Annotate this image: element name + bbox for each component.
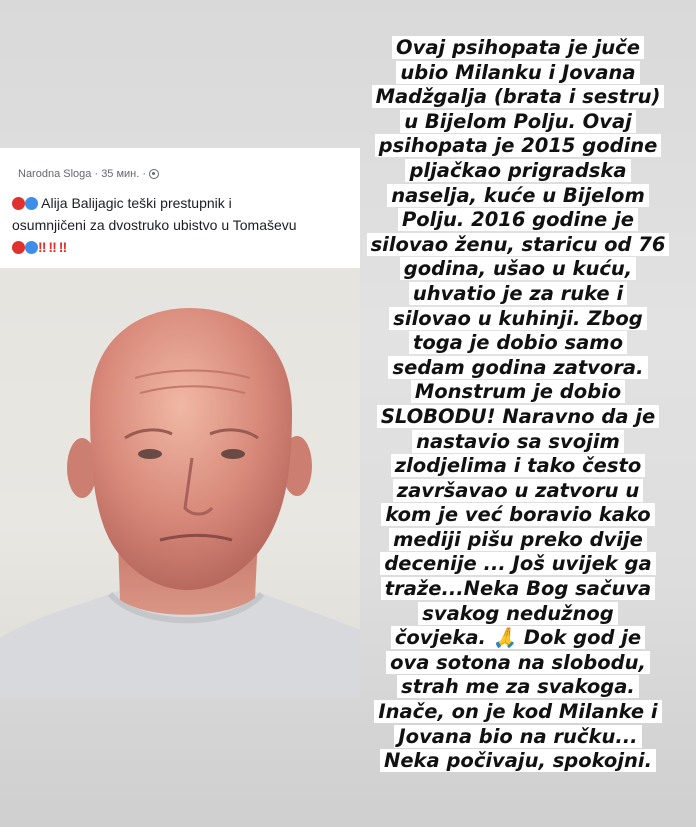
story-line-text: Polju. 2016 godine je: [398, 208, 638, 231]
story-line-text: godina, ušao u kuću,: [400, 257, 636, 280]
globe-icon: [149, 169, 159, 179]
story-line-text: Inače, on je kod Milanke i: [374, 700, 661, 723]
story-line-text: nastavio sa svojim: [412, 430, 624, 453]
story-line-text: naselja, kuće u Bijelom: [387, 184, 649, 207]
facebook-post-card: [0, 148, 360, 698]
story-line: [338, 552, 696, 577]
story-line: [338, 651, 696, 676]
story-line: [338, 380, 696, 405]
story-line: [338, 134, 696, 159]
story-line: [338, 36, 696, 61]
blue-circle-icon: [25, 241, 38, 254]
blue-circle-icon: [25, 197, 38, 210]
story-line-text: ova sotona na slobodu,: [386, 651, 650, 674]
story-line: [338, 725, 696, 750]
story-line-text: Ovaj psihopata je juče: [392, 36, 644, 59]
story-line: [338, 356, 696, 381]
story-line-text: toga je dobio samo: [409, 331, 627, 354]
story-line-text: zlodjelima i tako često: [391, 454, 645, 477]
post-text-line1: Alija Balijagic teški prestupnik i: [41, 195, 232, 211]
story-line: [338, 331, 696, 356]
story-line-text: psihopata je 2015 godine: [375, 134, 662, 157]
story-line: [338, 454, 696, 479]
story-line: [338, 602, 696, 627]
story-line-text: Madžgalja (brata i sestru): [372, 85, 665, 108]
story-line-text: Monstrum je dobio: [411, 380, 625, 403]
post-text-line2: osumnjičeni za dvostruko ubistvo u Tomaševu: [12, 217, 297, 233]
post-header: [18, 168, 159, 180]
story-line: [338, 528, 696, 553]
story-line: [338, 700, 696, 725]
story-line: [338, 626, 696, 651]
story-line-text: u Bijelom Polju. Ovaj: [400, 110, 636, 133]
story-line-text: čovjeka. 🙏 Dok god je: [391, 626, 645, 649]
story-line-text: strah me za svakoga.: [397, 675, 639, 698]
story-line: [338, 233, 696, 258]
story-line: [338, 257, 696, 282]
portrait-illustration: [0, 268, 360, 698]
story-line-text: ubio Milanku i Jovana: [396, 61, 639, 84]
post-time[interactable]: 35 мин.: [101, 168, 140, 180]
header-separator: ·: [94, 168, 99, 180]
red-circle-icon: [12, 241, 25, 254]
post-photo[interactable]: [0, 268, 360, 698]
story-line-text: decenije ... Još uvijek ga: [380, 552, 655, 575]
story-line-text: sedam godina zatvora.: [388, 356, 647, 379]
story-line-text: uhvatio je za ruke i: [409, 282, 627, 305]
story-line: [338, 749, 696, 774]
post-text: [12, 192, 358, 258]
page-name[interactable]: Narodna Sloga: [18, 168, 92, 180]
story-line: [338, 675, 696, 700]
story-text-overlay: [338, 36, 696, 774]
story-line: [338, 184, 696, 209]
story-line-text: završavao u zatvoru u: [393, 479, 643, 502]
story-line: [338, 282, 696, 307]
story-line: [338, 430, 696, 455]
story-line: [338, 208, 696, 233]
story-line: [338, 307, 696, 332]
story-line: [338, 405, 696, 430]
red-circle-icon: [12, 197, 25, 210]
story-line-text: traže...Neka Bog sačuva: [381, 577, 655, 600]
story-line: [338, 159, 696, 184]
story-line: [338, 61, 696, 86]
story-line-text: silovao u kuhinji. Zbog: [389, 307, 646, 330]
story-line: [338, 503, 696, 528]
story-line: [338, 577, 696, 602]
story-line-text: svakog nedužnog: [418, 602, 617, 625]
story-line: [338, 85, 696, 110]
exclamation-marks: ‼ ‼ ‼: [38, 239, 67, 255]
story-line-text: Jovana bio na ručku...: [394, 725, 641, 748]
story-line-text: kom je već boravio kako: [381, 503, 654, 526]
story-line-text: Neka počivaju, spokojni.: [380, 749, 656, 772]
story-line-text: silovao ženu, staricu od 76: [367, 233, 670, 256]
story-line-text: mediji pišu preko dvije: [389, 528, 647, 551]
story-line: [338, 110, 696, 135]
story-line: [338, 479, 696, 504]
story-line-text: SLOBODU! Naravno da je: [377, 405, 659, 428]
header-separator-2: ·: [142, 168, 147, 180]
story-line-text: pljačkao prigradska: [405, 159, 630, 182]
